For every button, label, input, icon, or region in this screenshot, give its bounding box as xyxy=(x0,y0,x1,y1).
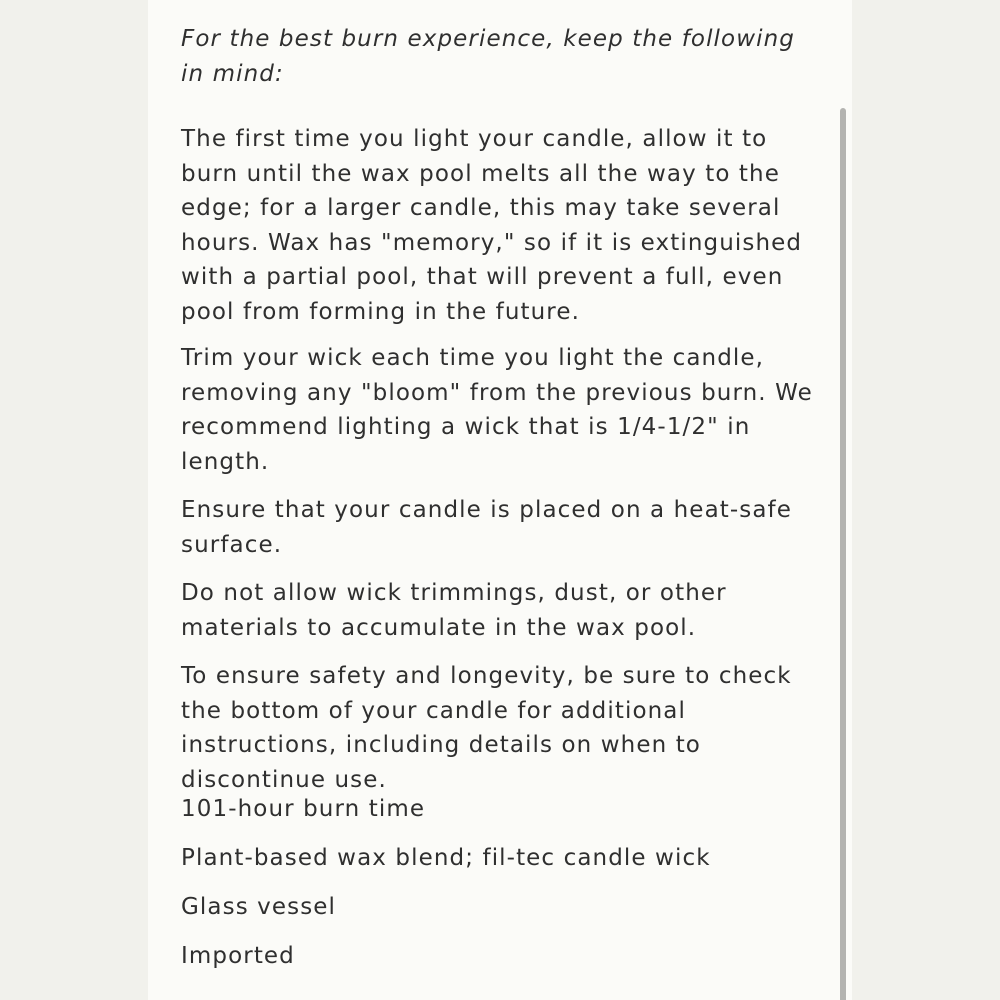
spec-origin: Imported xyxy=(181,943,295,969)
spec-burn-time: 101-hour burn time xyxy=(181,796,426,822)
spec-vessel: Glass vessel xyxy=(181,894,337,920)
burn-tip-heat-safe-surface: Ensure that your candle is placed on a heat-safe surface. xyxy=(181,497,792,558)
vertical-scrollbar[interactable] xyxy=(840,108,846,1000)
spec-wax-and-wick: Plant-based wax blend; fil-tec candle wick xyxy=(181,845,711,871)
burn-tip-keep-pool-clean: Do not allow wick trimmings, dust, or other materials to accumulate in the wax pool. xyxy=(181,580,727,641)
burn-tip-first-light: The first time you light your candle, allow it to burn until the wax pool melts all the way to the edge; for a larger candle, this may take several hours. Wax has "memory," so if it is extinguished with a partial pool, that will prevent a full, even pool from forming in the future. xyxy=(181,126,803,325)
burn-tip-check-bottom: To ensure safety and longevity, be sure to check the bottom of your candle for additional instructions, including details on when to discontinue use. xyxy=(181,663,792,793)
burn-intro-text: For the best burn experience, keep the following in mind: xyxy=(181,26,795,87)
burn-tip-trim-wick: Trim your wick each time you light the candle, removing any "bloom" from the previous burn. We recommend lighting a wick that is 1/4-1/2" in length. xyxy=(181,345,813,475)
